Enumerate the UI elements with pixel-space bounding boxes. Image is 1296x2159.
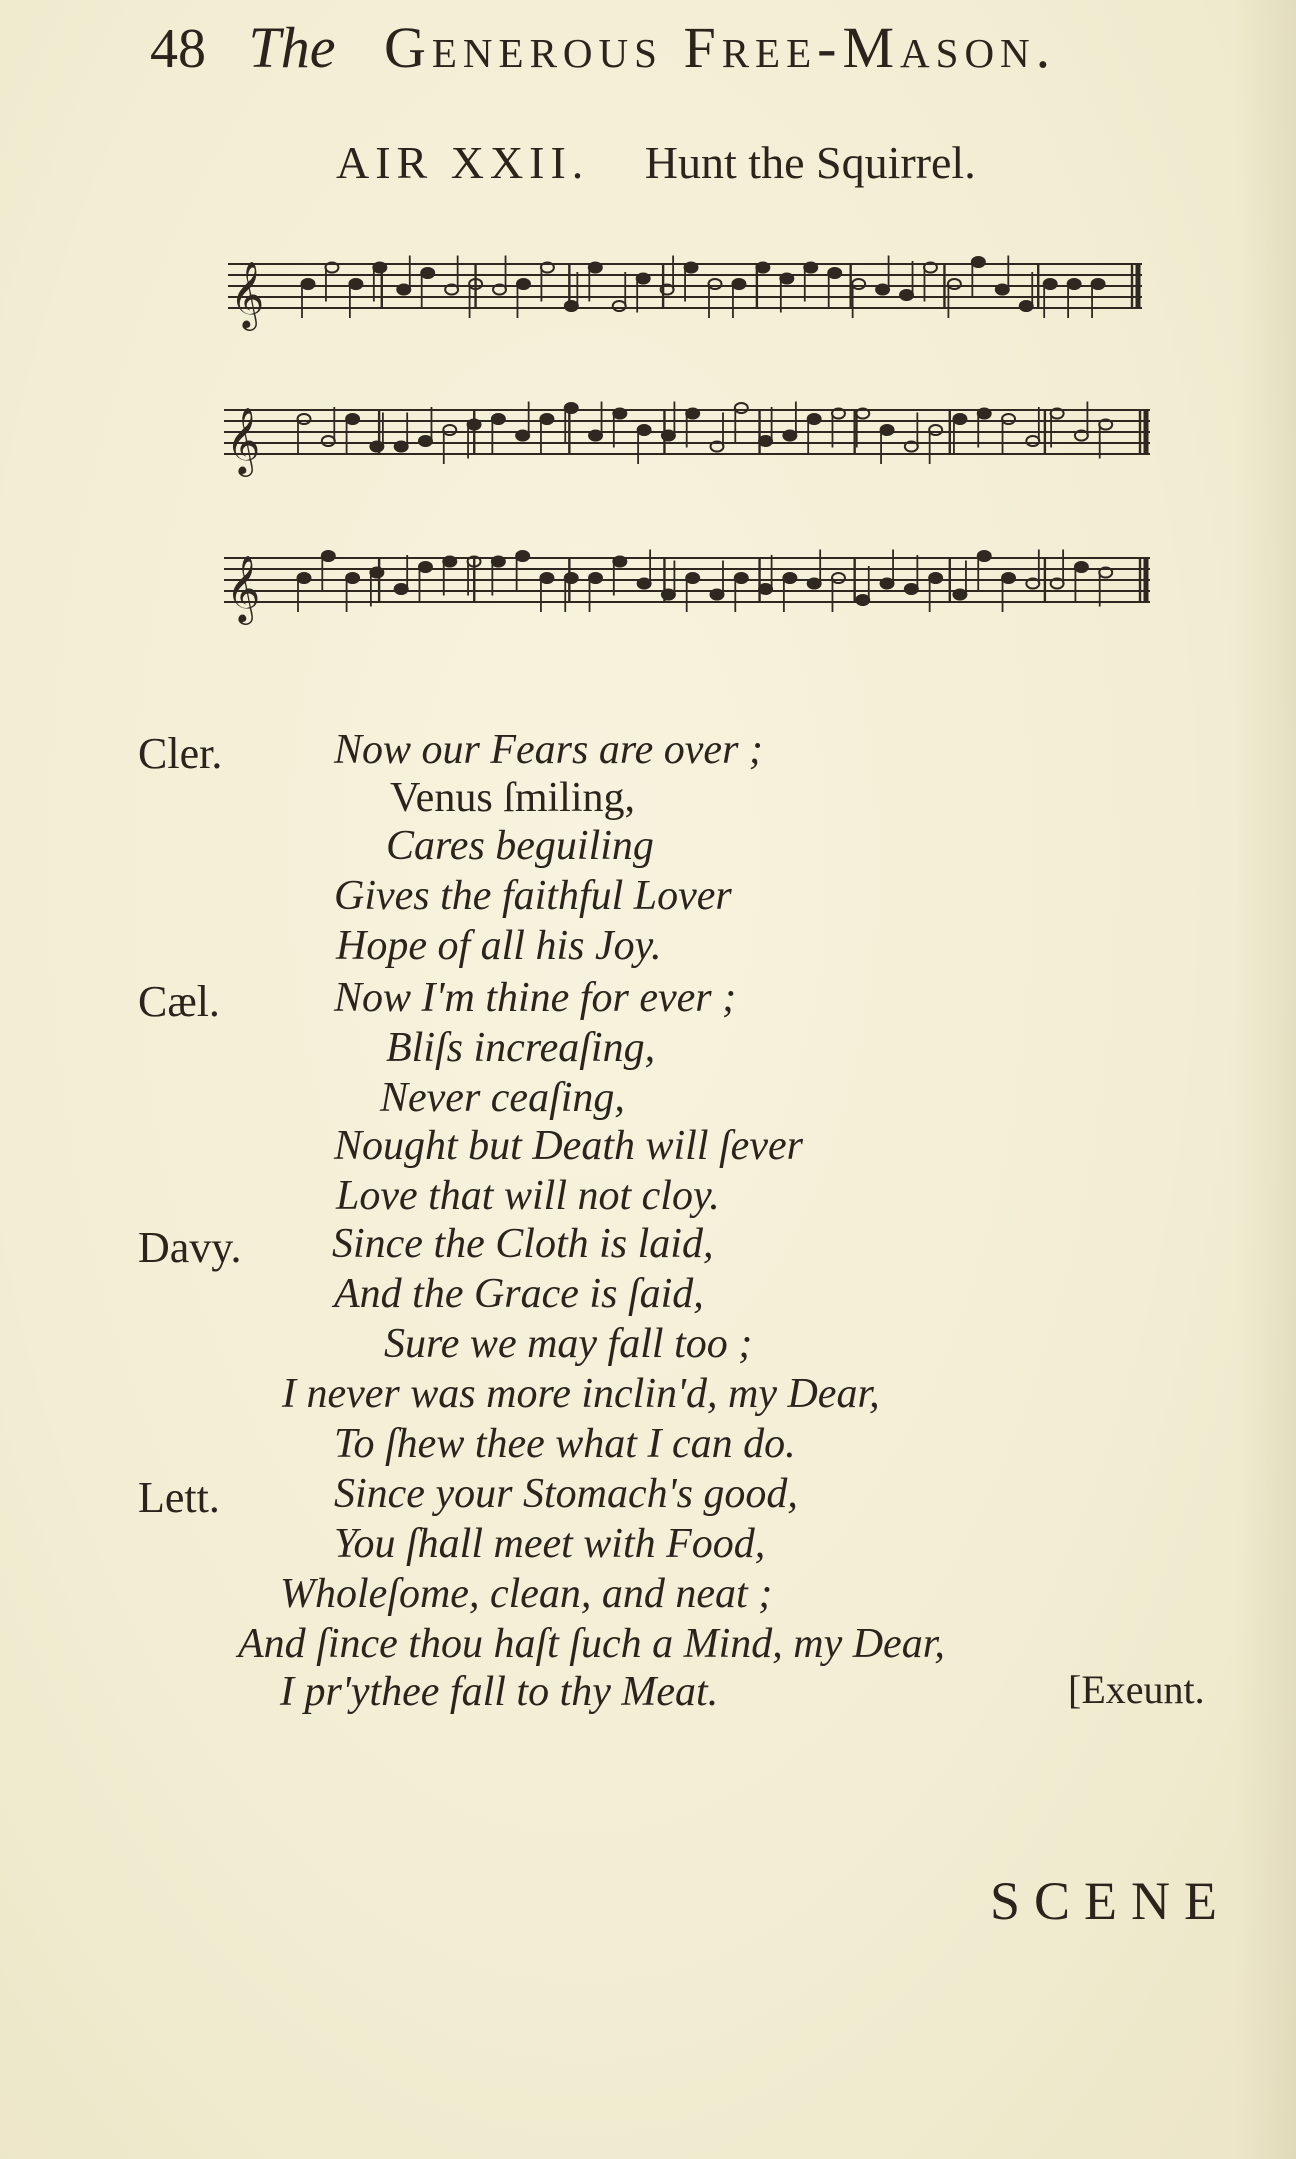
treble-clef-icon: 𝄞 [226, 554, 261, 622]
note-head [1044, 279, 1057, 289]
note-head [421, 268, 434, 278]
note-head [346, 414, 359, 424]
note-head [370, 568, 383, 578]
note-head [1002, 573, 1015, 583]
verse-line: Never ceaſing, [380, 1075, 625, 1121]
treble-clef-icon: 𝄞 [226, 406, 261, 474]
verse-line: Sure we may fall too ; [384, 1321, 753, 1367]
note-head [978, 551, 991, 561]
note-head [565, 573, 578, 583]
note-head [953, 414, 966, 424]
note-head [996, 285, 1009, 295]
note-head [540, 573, 553, 583]
verse-line: Love that will not cloy. [336, 1173, 720, 1219]
note-head [589, 263, 602, 273]
note-head [856, 595, 869, 605]
note-head [1068, 279, 1081, 289]
note-head [948, 279, 961, 289]
note-head [397, 285, 410, 295]
note-head [929, 425, 942, 435]
note-head [756, 263, 769, 273]
note-head [1026, 436, 1039, 446]
note-head [395, 442, 408, 452]
note-head [373, 263, 386, 273]
note-head [759, 584, 772, 594]
note-head [929, 573, 942, 583]
note-head [783, 573, 796, 583]
running-header [150, 14, 1056, 81]
note-head [298, 573, 311, 583]
note-head [783, 431, 796, 441]
note-head [735, 403, 748, 413]
verse-line: Since your Stomach's good, [334, 1471, 798, 1517]
verse-line: I pr'ythee fall to thy Meat. [280, 1669, 719, 1715]
catchword: SCENE [990, 1871, 1232, 1931]
page-number: 48 [150, 18, 206, 80]
note-head [302, 279, 315, 289]
verse-line: You ſhall meet with Food, [334, 1521, 766, 1567]
note-head [346, 573, 359, 583]
note-head [709, 279, 722, 289]
note-head [711, 590, 724, 600]
note-head [900, 290, 913, 300]
note-head [881, 579, 894, 589]
note-head [322, 436, 335, 446]
note-head [780, 274, 793, 284]
note-head [638, 579, 651, 589]
note-head [613, 301, 626, 311]
note-head [638, 425, 651, 435]
speaker-davy: Davy. [138, 1223, 242, 1272]
verse-line: Now our Fears are over ; [334, 727, 763, 773]
header-title: Generous Free-Mason. [384, 15, 1057, 80]
speaker-cler: Cler. [138, 729, 223, 778]
note-head [686, 573, 699, 583]
note-head [370, 442, 383, 452]
verse-line: Now I'm thine for ever ; [334, 975, 737, 1021]
header-title-article: The [248, 15, 336, 80]
note-head [978, 409, 991, 419]
verse-line: Cares beguiling [386, 823, 654, 869]
note-head [735, 573, 748, 583]
note-head [613, 409, 626, 419]
note-head [685, 263, 698, 273]
note-head [732, 279, 745, 289]
note-head [759, 436, 772, 446]
note-head [804, 263, 817, 273]
note-head [613, 557, 626, 567]
air-heading [336, 136, 976, 189]
treble-clef-icon: 𝄞 [230, 260, 265, 328]
note-head [468, 420, 481, 430]
stage-direction: [Exeunt. [1068, 1667, 1205, 1712]
note-head [808, 414, 821, 424]
verse-line: Nought but Death will ſever [334, 1123, 803, 1169]
note-head [662, 431, 675, 441]
note-head [322, 551, 335, 561]
verse-line: And ſince thou haſt ſuch a Mind, my Dear, [238, 1621, 945, 1667]
verse-line: Venus ſmiling, [390, 775, 636, 821]
note-head [972, 257, 985, 267]
note-head [540, 414, 553, 424]
note-head [1020, 301, 1033, 311]
note-head [516, 431, 529, 441]
verse-line: And the Grace is ſaid, [334, 1271, 704, 1317]
note-head [443, 557, 456, 567]
note-head [1075, 562, 1088, 572]
verse-line: Since the Cloth is laid, [332, 1221, 714, 1267]
speaker-cael: Cæl. [138, 977, 220, 1026]
note-head [565, 403, 578, 413]
verse-line: Hope of all his Joy. [336, 923, 662, 969]
note-head [808, 579, 821, 589]
note-head [492, 557, 505, 567]
air-number: AIR XXII. [336, 137, 590, 188]
note-head [905, 584, 918, 594]
verse-line: I never was more inclin'd, my Dear, [282, 1371, 880, 1417]
note-head [349, 279, 362, 289]
note-head [832, 573, 845, 583]
note-head [419, 562, 432, 572]
music-staves [224, 256, 1150, 626]
verse-line: To ſhew thee what I can do. [334, 1421, 796, 1467]
note-head [662, 590, 675, 600]
note-head [828, 268, 841, 278]
note-head [298, 414, 311, 424]
note-head [443, 425, 456, 435]
verse-line: Gives the faithful Lover [334, 873, 732, 919]
note-head [492, 414, 505, 424]
note-head [589, 431, 602, 441]
note-head [1092, 279, 1105, 289]
speaker-lett: Lett. [138, 1473, 220, 1522]
verse-line: Wholeſome, clean, and neat ; [280, 1571, 773, 1617]
note-head [876, 285, 889, 295]
note-head [589, 573, 602, 583]
note-head [881, 425, 894, 435]
note-head [953, 590, 966, 600]
note-head [637, 274, 650, 284]
music-notation [222, 232, 1152, 672]
verse-line: Bliſs increaſing, [386, 1025, 656, 1071]
note-head [565, 301, 578, 311]
note-head [395, 584, 408, 594]
note-head [516, 551, 529, 561]
note-head [419, 436, 432, 446]
note-head [852, 279, 865, 289]
note-head [517, 279, 530, 289]
air-tune-name: Hunt the Squirrel. [644, 137, 976, 188]
note-head [686, 409, 699, 419]
note-head [1002, 414, 1015, 424]
